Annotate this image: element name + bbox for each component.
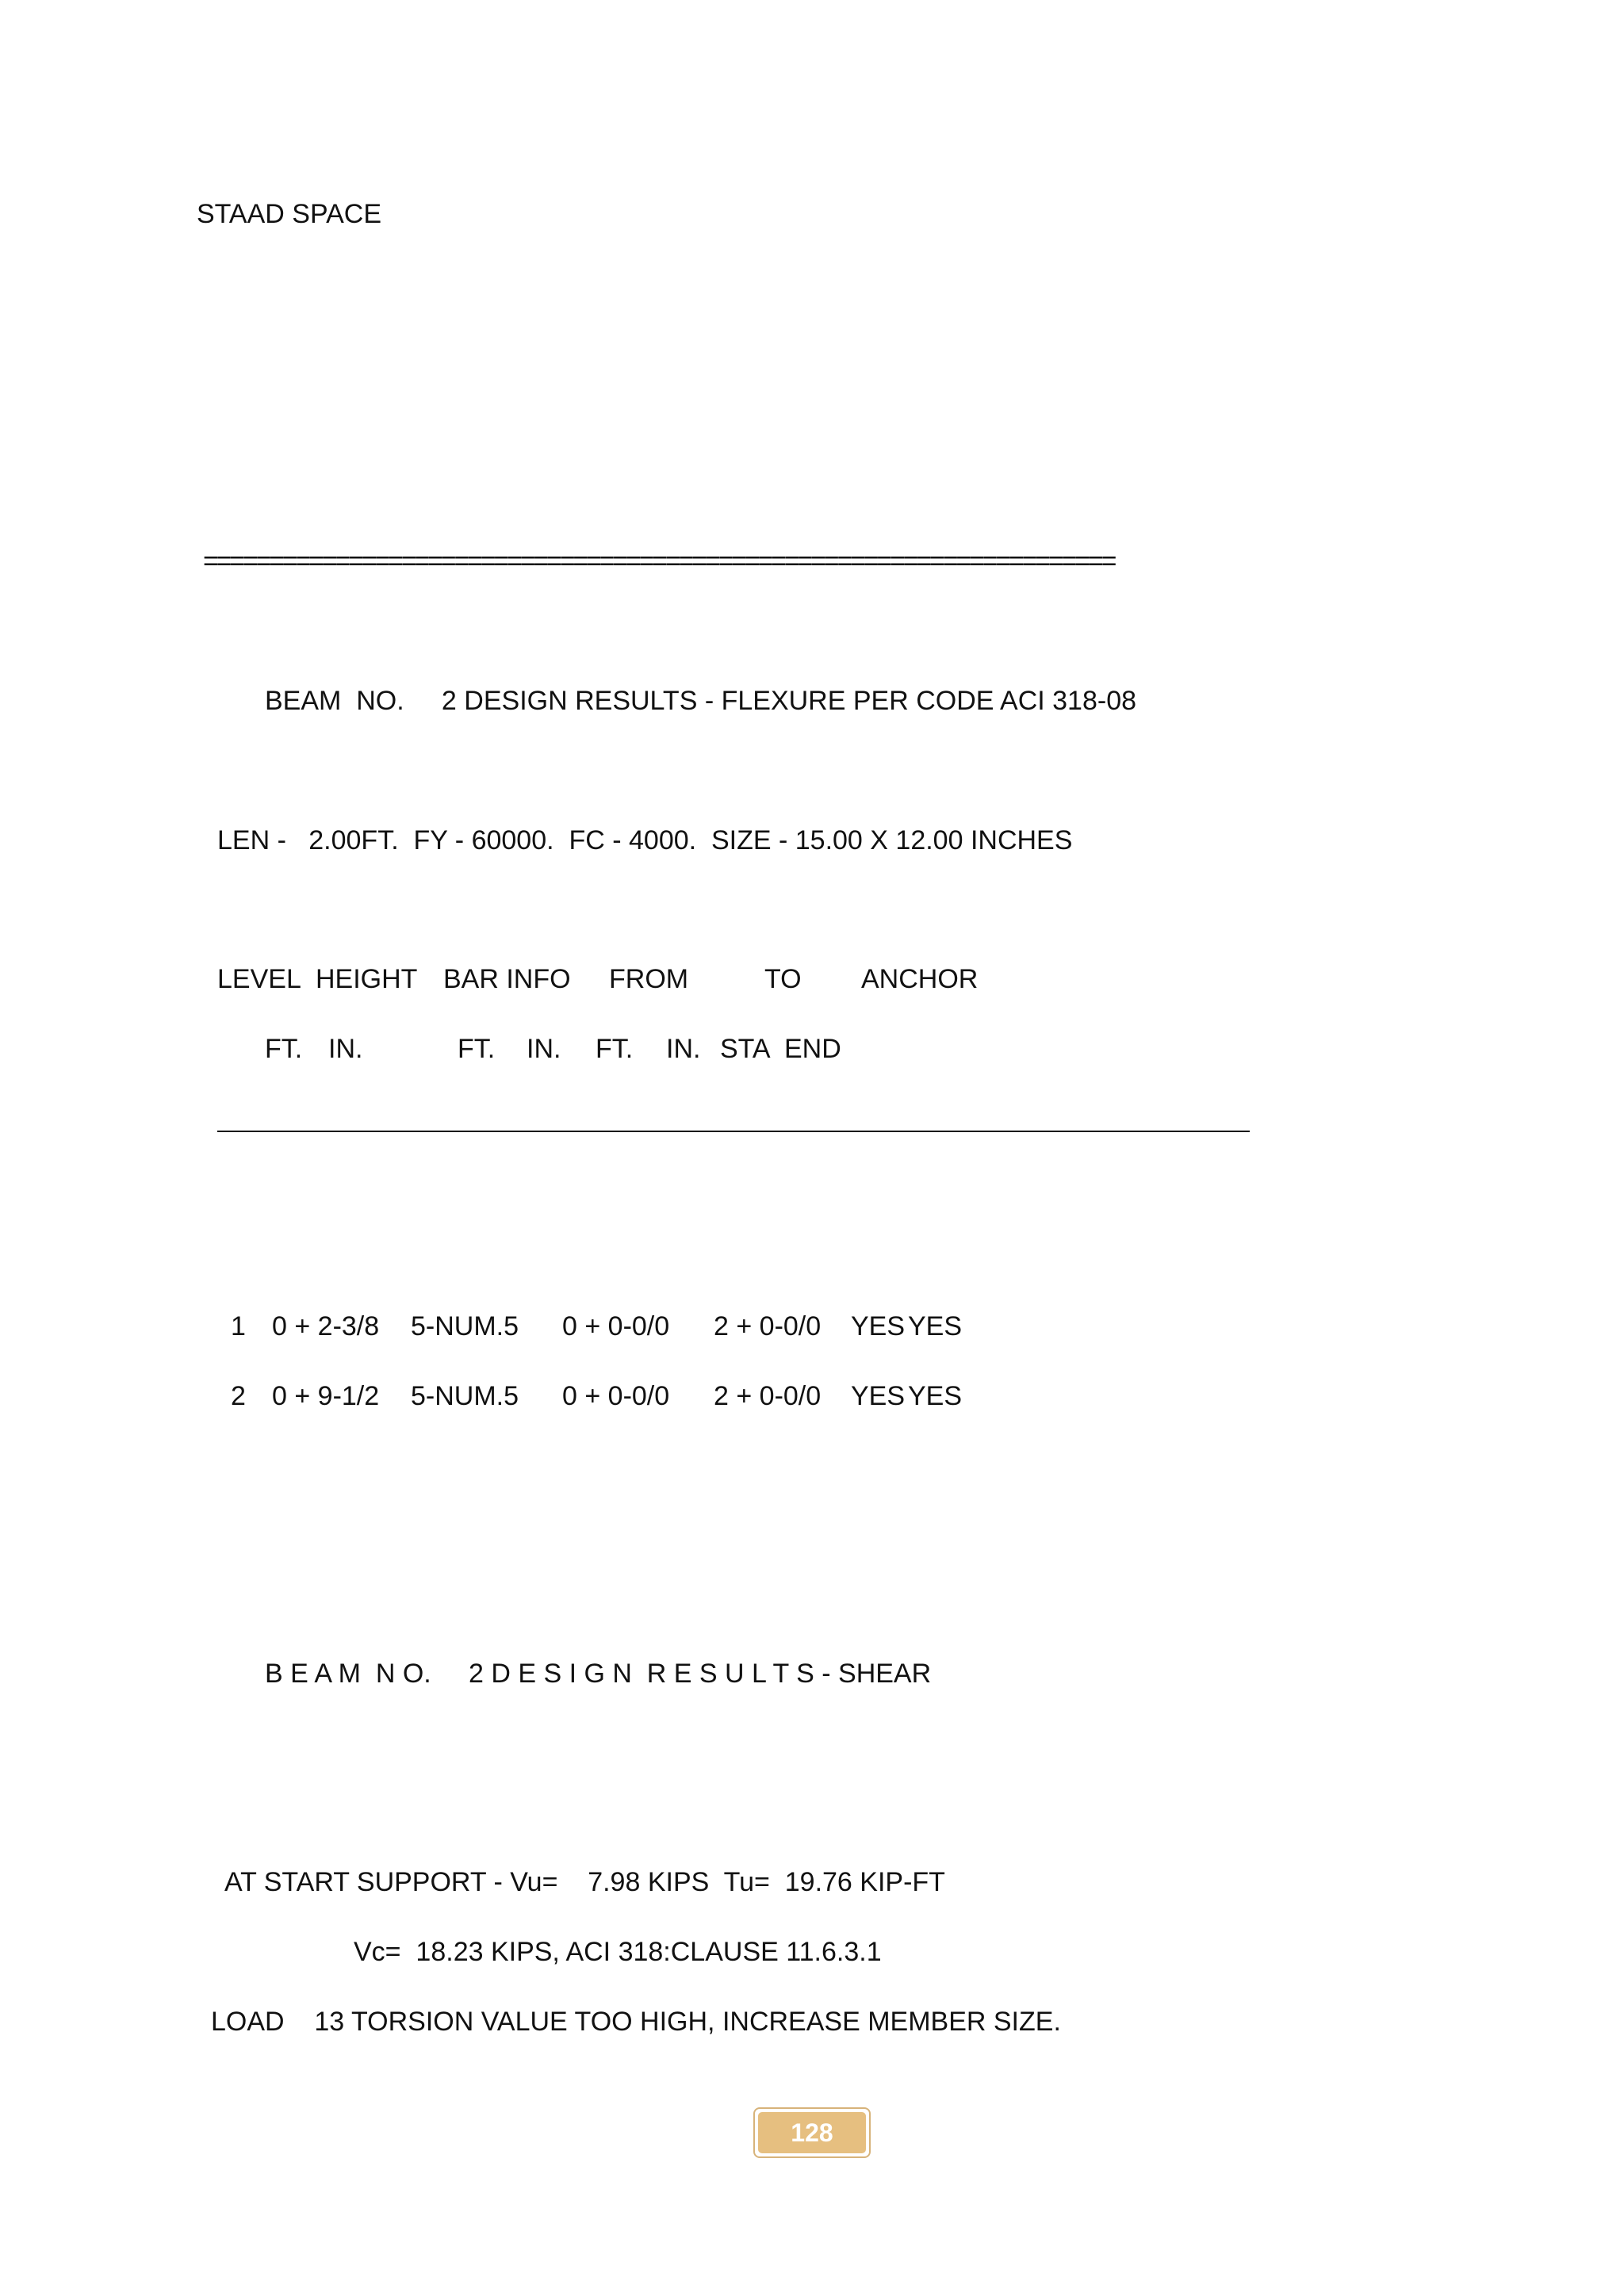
- column-header-level: LEVEL: [217, 964, 301, 994]
- row-level: 1: [231, 1311, 246, 1341]
- document-title: STAAD SPACE: [197, 199, 382, 229]
- row-to: 2 + 0-0/0: [714, 1381, 822, 1411]
- row-anchor-sta: YES: [851, 1311, 906, 1341]
- row-anchor-end: YES: [908, 1381, 963, 1411]
- row-from: 0 + 0-0/0: [562, 1381, 670, 1411]
- row-anchor-end: YES: [908, 1311, 963, 1341]
- row-height: 0 + 2-3/8: [272, 1311, 380, 1341]
- column-header-from: FROM: [609, 964, 689, 994]
- row-to: 2 + 0-0/0: [714, 1311, 822, 1341]
- torsion-warning: LOAD 13 TORSION VALUE TOO HIGH, INCREASE MEMBER SIZE.: [211, 2007, 1061, 2037]
- row-bar-info: 5-NUM.5: [411, 1381, 519, 1411]
- column-header-bar-info: BAR INFO: [443, 964, 571, 994]
- vc-value: Vc= 18.23 KIPS, ACI 318:CLAUSE 11.6.3.1: [354, 1937, 882, 1967]
- shear-heading: B E A M N O. 2 D E S I G N R E S U L T S - SHEAR: [265, 1659, 932, 1689]
- unit-sta: STA: [720, 1034, 771, 1064]
- column-header-height: HEIGHT: [316, 964, 418, 994]
- flexure-heading: BEAM NO. 2 DESIGN RESULTS - FLEXURE PER CODE ACI 318-08: [265, 686, 1137, 716]
- page-number-badge: [753, 2107, 871, 2158]
- unit-end: END: [784, 1034, 841, 1064]
- beam-parameters: LEN - 2.00FT. FY - 60000. FC - 4000. SIZE - 15.00 X 12.00 INCHES: [217, 825, 1073, 855]
- table-divider: [217, 1131, 1250, 1132]
- column-header-to: TO: [764, 964, 802, 994]
- unit-in-to: IN.: [666, 1034, 701, 1064]
- unit-in-height: IN.: [328, 1034, 363, 1064]
- page-number: 128: [758, 2112, 866, 2153]
- unit-in-from: IN.: [527, 1034, 561, 1064]
- unit-ft-height: FT.: [265, 1034, 303, 1064]
- unit-ft-from: FT.: [458, 1034, 496, 1064]
- unit-ft-to: FT.: [596, 1034, 634, 1064]
- row-level: 2: [231, 1381, 246, 1411]
- row-from: 0 + 0-0/0: [562, 1311, 670, 1341]
- separator-line: =====================================================================: [203, 546, 1115, 576]
- start-support-values: AT START SUPPORT - Vu= 7.98 KIPS Tu= 19.76 KIP-FT: [224, 1867, 945, 1897]
- row-height: 0 + 9-1/2: [272, 1381, 380, 1411]
- row-anchor-sta: YES: [851, 1381, 906, 1411]
- column-header-anchor: ANCHOR: [861, 964, 979, 994]
- row-bar-info: 5-NUM.5: [411, 1311, 519, 1341]
